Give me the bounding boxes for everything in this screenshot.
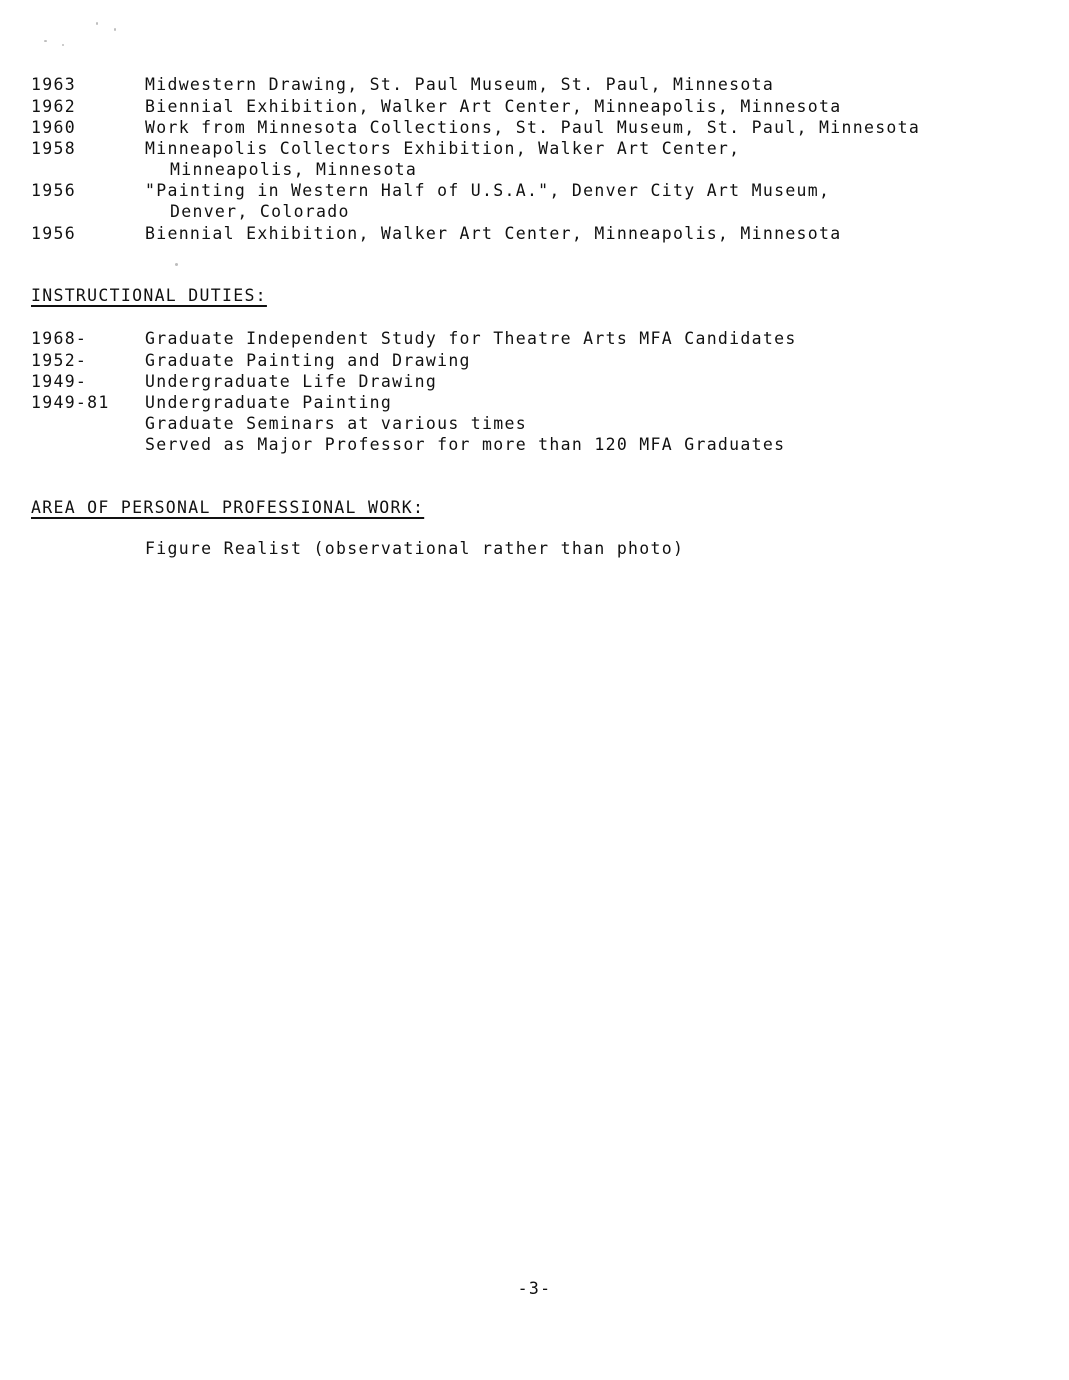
exhibition-year: 1958	[31, 139, 76, 158]
exhibition-year: 1956	[31, 181, 76, 200]
professional-work-description: Figure Realist (observational rather than photo)	[145, 539, 685, 558]
instructional-duties-heading: INSTRUCTIONAL DUTIES:	[31, 286, 267, 305]
exhibition-description: Minneapolis Collectors Exhibition, Walker Art Center,	[145, 139, 741, 158]
duty-description: Graduate Seminars at various times	[145, 414, 527, 433]
duty-years: 1949-81	[31, 393, 110, 412]
duty-description: Served as Major Professor for more than 120 MFA Graduates	[145, 435, 786, 454]
page-number: -3-	[517, 1279, 552, 1298]
exhibition-description-continued: Denver, Colorado	[170, 202, 350, 221]
scan-speck	[175, 263, 178, 266]
exhibition-description: Work from Minnesota Collections, St. Paul Museum, St. Paul, Minnesota	[145, 118, 921, 137]
scan-speck	[62, 44, 64, 46]
exhibition-year: 1962	[31, 97, 76, 116]
exhibition-description: Biennial Exhibition, Walker Art Center, Minneapolis, Minnesota	[145, 97, 842, 116]
exhibition-year: 1963	[31, 75, 76, 94]
duty-years: 1968-	[31, 329, 88, 348]
exhibition-description-continued: Minneapolis, Minnesota	[170, 160, 418, 179]
exhibition-description: "Painting in Western Half of U.S.A.", Denver City Art Museum,	[145, 181, 831, 200]
exhibition-year: 1956	[31, 224, 76, 243]
duty-years: 1949-	[31, 372, 88, 391]
exhibition-year: 1960	[31, 118, 76, 137]
scan-speck	[114, 28, 116, 31]
exhibition-description: Midwestern Drawing, St. Paul Museum, St. Paul, Minnesota	[145, 75, 775, 94]
duty-description: Undergraduate Painting	[145, 393, 393, 412]
duty-description: Graduate Painting and Drawing	[145, 351, 471, 370]
professional-work-heading: AREA OF PERSONAL PROFESSIONAL WORK:	[31, 498, 425, 517]
scan-speck	[96, 22, 98, 25]
scan-speck	[44, 40, 47, 42]
duty-years: 1952-	[31, 351, 88, 370]
exhibition-description: Biennial Exhibition, Walker Art Center, Minneapolis, Minnesota	[145, 224, 842, 243]
duty-description: Undergraduate Life Drawing	[145, 372, 438, 391]
duty-description: Graduate Independent Study for Theatre Arts MFA Candidates	[145, 329, 797, 348]
